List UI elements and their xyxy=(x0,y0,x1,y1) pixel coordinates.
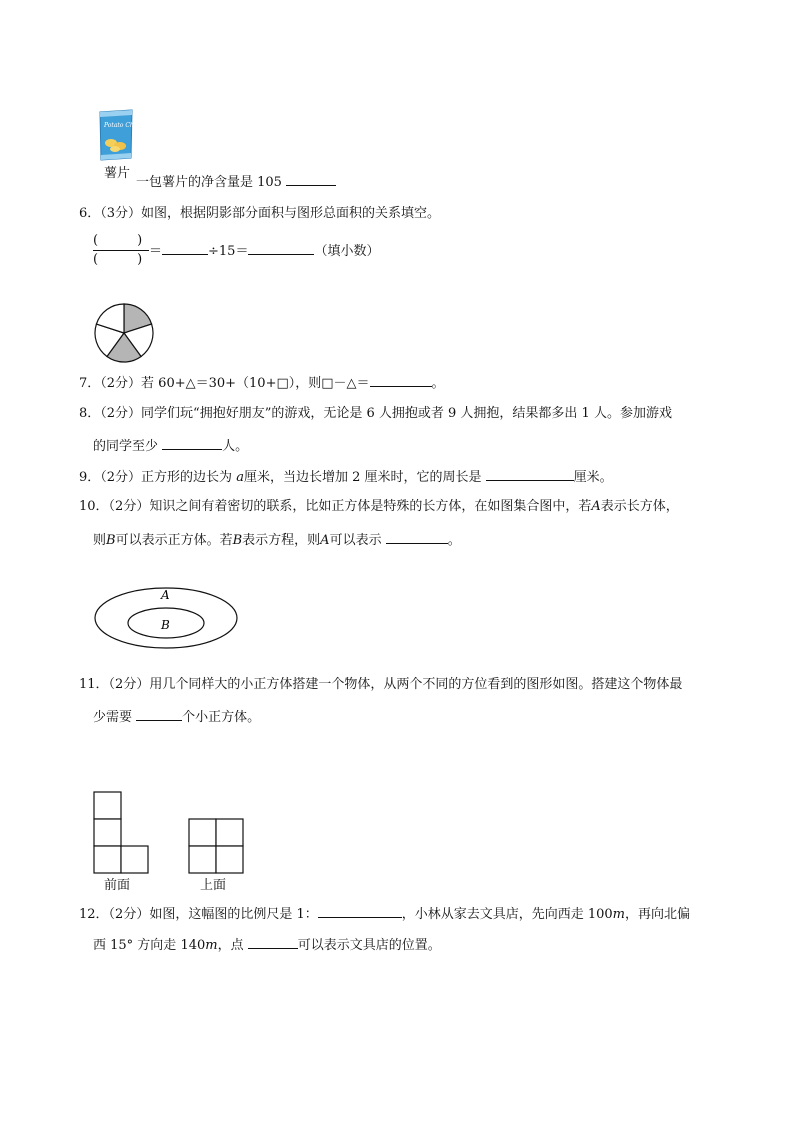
question-12-line1 xyxy=(79,905,690,923)
fraction-numerator[interactable]: ( ) xyxy=(93,233,143,248)
question-9-part-a: 9．（2分）正方形的边长为 xyxy=(79,470,233,485)
answer-blank-7[interactable] xyxy=(370,374,432,387)
question-8-unit: 人。 xyxy=(222,439,249,454)
question-11-unit: 个小正方体。 xyxy=(182,710,261,725)
question-12-part-e: ，点 xyxy=(217,938,244,953)
question-10-line1 xyxy=(79,499,679,515)
question-12-part-a: 12．（2分）如图，这幅图的比例尺是 1： xyxy=(79,907,318,922)
question-11-line2 xyxy=(93,708,260,726)
question-12-part-d: 西 15° 方向走 140 xyxy=(93,938,206,953)
question-12-part-b: ，小林从家去文具店，先向西走 100 xyxy=(401,907,613,922)
unit-m-2: m xyxy=(205,938,218,953)
top-view-figure xyxy=(188,818,246,880)
unit-m: m xyxy=(612,907,625,922)
chips-caption: 薯片 xyxy=(104,166,131,181)
set-label-A: A xyxy=(161,588,170,602)
question-9-unit: 厘米。 xyxy=(573,470,613,485)
question-11-prompt: 少需要 xyxy=(93,710,133,725)
question-6-equation xyxy=(149,242,379,260)
question-10-part-d: 表示方程，则 xyxy=(242,533,321,548)
question-8-line2 xyxy=(93,437,248,455)
answer-blank-11[interactable] xyxy=(136,708,182,721)
question-9 xyxy=(79,468,613,486)
question-10-part-a: 10．（2分）知识之间有着密切的联系，比如正方体是特殊的长方体，在如图集合图中，若 xyxy=(79,499,592,514)
question-7-prompt: 7．（2分）若 60+△＝30+（10+□），则□－△＝ xyxy=(79,376,370,391)
question-8-line1: 8．（2分）同学们玩“拥抱好朋友”的游戏，无论是 6 人拥抱或者 9 人拥抱，结果都多出 1 人。参加游戏 xyxy=(79,406,672,421)
set-diagram xyxy=(92,585,240,655)
question-7 xyxy=(79,374,445,392)
set-label-B: B xyxy=(161,618,170,632)
equals-sign: ＝ xyxy=(149,244,163,259)
variable-B-2: B xyxy=(232,533,243,548)
question-10-part-e: 可以表示 xyxy=(329,533,382,548)
chips-brand-text: Potato Chips xyxy=(104,122,143,129)
pie-figure xyxy=(93,302,155,368)
question-10-line2 xyxy=(93,531,461,549)
answer-blank-5[interactable] xyxy=(286,173,336,186)
variable-A: A xyxy=(591,499,601,514)
question-10-part-c: 可以表示正方体。若 xyxy=(115,533,233,548)
answer-blank-12a[interactable] xyxy=(318,905,402,918)
question-5-text xyxy=(136,173,336,191)
front-view-label: 前面 xyxy=(104,878,131,893)
potato-chips-image xyxy=(97,108,143,162)
question-5-prompt: 一包薯片的净含量是 105 xyxy=(136,175,282,190)
question-12-line2 xyxy=(93,936,441,954)
variable-B: B xyxy=(106,533,116,548)
question-10-then: 则 xyxy=(93,533,107,548)
question-7-end: 。 xyxy=(431,376,445,391)
variable-A-2: A xyxy=(320,533,330,548)
top-view-label: 上面 xyxy=(200,878,227,893)
question-10-part-b: 表示长方体， xyxy=(600,499,679,514)
divide-15-text: ÷15＝ xyxy=(208,244,249,259)
front-view-figure xyxy=(93,791,151,877)
answer-blank-9[interactable] xyxy=(486,468,574,481)
fraction-blank xyxy=(93,233,149,268)
question-6-title: 6．（3分）如图，根据阴影部分面积与图形总面积的关系填空。 xyxy=(79,206,441,221)
fraction-denominator[interactable]: ( ) xyxy=(93,252,143,267)
answer-blank-8[interactable] xyxy=(162,437,222,450)
variable-a: a xyxy=(236,470,244,485)
decimal-note: （填小数） xyxy=(314,244,380,259)
question-12-part-f: 可以表示文具店的位置。 xyxy=(297,938,441,953)
question-11-line1: 11．（2分）用几个同样大的小正方体搭建一个物体，从两个不同的方位看到的图形如图。搭建这个物体最 xyxy=(79,677,683,692)
question-10-end: 。 xyxy=(447,533,461,548)
question-9-part-b: 厘米，当边长增加 2 厘米时，它的周长是 xyxy=(243,470,482,485)
question-12-part-c: ，再向北偏 xyxy=(625,907,691,922)
question-8-prompt: 的同学至少 xyxy=(93,439,159,454)
fraction-bar xyxy=(93,250,149,251)
answer-blank-10[interactable] xyxy=(386,531,448,544)
answer-blank-6b[interactable] xyxy=(248,242,314,255)
answer-blank-12b[interactable] xyxy=(248,936,298,949)
answer-blank-6a[interactable] xyxy=(162,242,208,255)
